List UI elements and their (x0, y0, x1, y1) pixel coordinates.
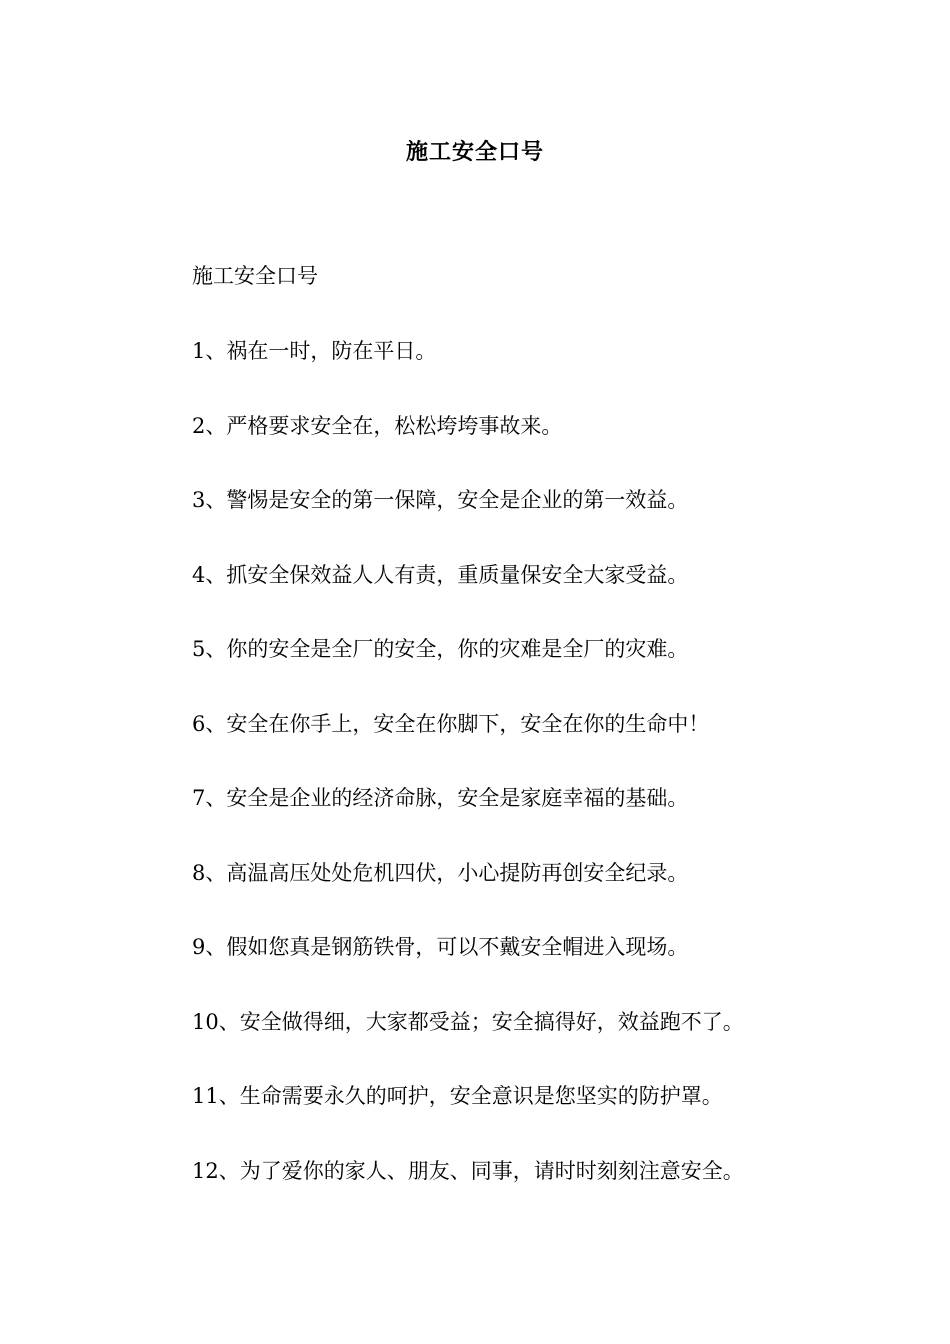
slogan-item-12: 12、为了爱你的家人、朋友、同事，请时时刻刻注意安全。 (192, 1158, 744, 1183)
slogan-item-2: 2、严格要求安全在，松松垮垮事故来。 (192, 413, 563, 438)
slogan-item-10: 10、安全做得细，大家都受益；安全搞得好，效益跑不了。 (192, 1009, 744, 1034)
slogan-item-3: 3、警惕是安全的第一保障，安全是企业的第一效益。 (192, 488, 689, 512)
document-title: 施工安全口号 (405, 139, 544, 165)
slogan-item-11: 11、生命需要永久的呵护，安全意识是您坚实的防护罩。 (192, 1084, 723, 1108)
slogan-item-9: 9、假如您真是钢筋铁骨，可以不戴安全帽进入现场。 (192, 935, 689, 959)
slogan-item-1: 1、祸在一时，防在平日。 (192, 339, 437, 363)
slogan-list (192, 333, 744, 1227)
slogan-item-5: 5、你的安全是全厂的安全，你的灾难是全厂的灾难。 (192, 637, 689, 661)
slogan-item-6: 6、安全在你手上，安全在你脚下，安全在你的生命中！ (192, 711, 710, 736)
slogan-item-7: 7、安全是企业的经济命脉，安全是家庭幸福的基础。 (192, 786, 689, 810)
document-subtitle: 施工安全口号 (192, 264, 318, 288)
slogan-item-4: 4、抓安全保效益人人有责，重质量保安全大家受益。 (192, 562, 689, 587)
slogan-item-8: 8、高温高压处处危机四伏，小心提防再创安全纪录。 (192, 860, 689, 885)
